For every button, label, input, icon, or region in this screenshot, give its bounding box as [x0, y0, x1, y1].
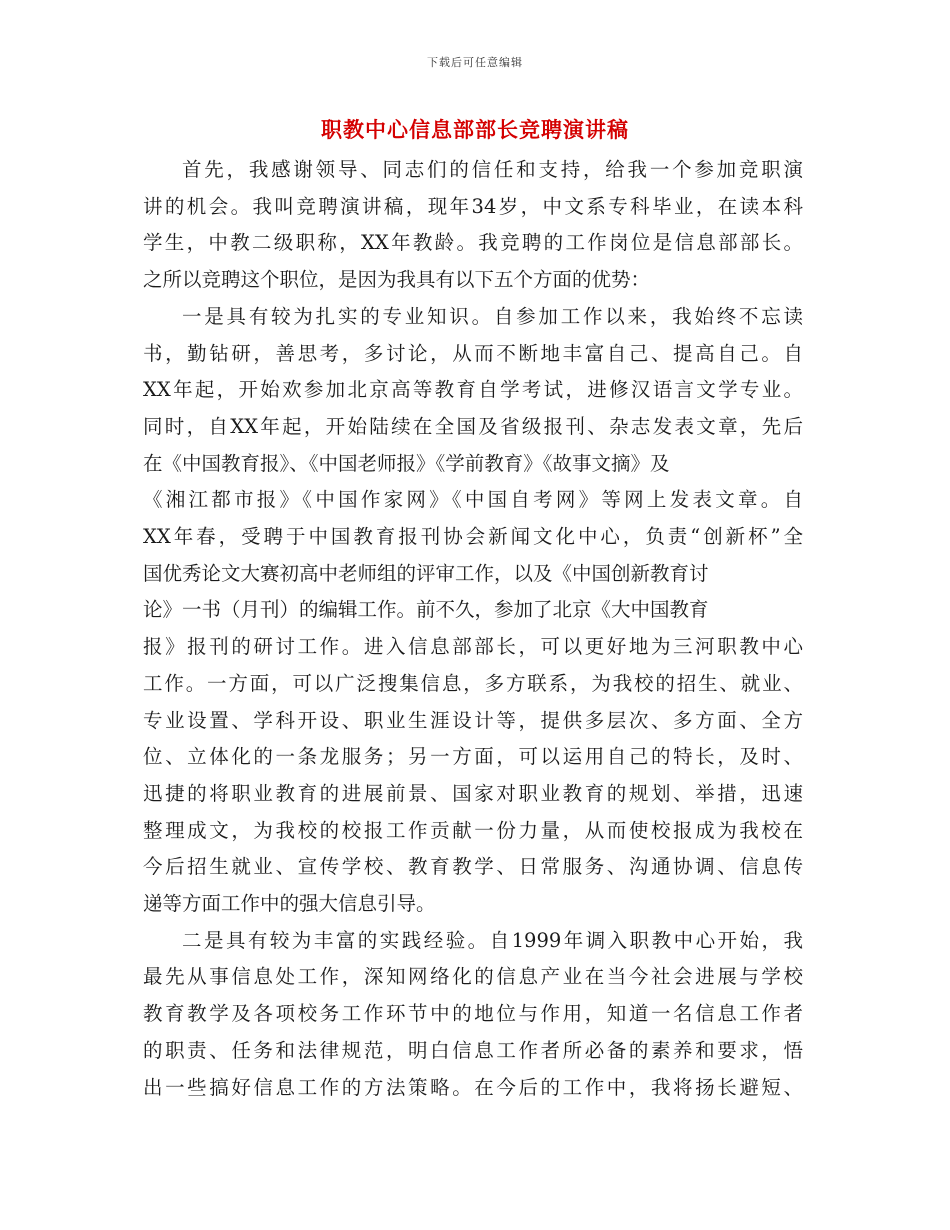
text-line: 专业设置、学科开设、职业生涯设计等，提供多层次、多方面、全方	[143, 708, 803, 732]
text-line: 学生，中教二级职称，XX年教龄。我竞聘的工作岗位是信息部部长。	[143, 231, 803, 255]
text-line: 论》一书（月刊）的编辑工作。前不久，参加了北京《大中国教育	[143, 598, 709, 622]
text-line: 整理成文，为我校的校报工作贡献一份力量，从而使校报成为我校在	[143, 818, 803, 842]
text-line: 国优秀论文大赛初高中老师组的评审工作，以及《中国创新教育讨	[143, 561, 709, 585]
text-line: 报》报刊的研讨工作。进入信息部部长，可以更好地为三河职教中心	[143, 635, 803, 659]
document-body	[143, 152, 803, 1106]
text-line: 出一些搞好信息工作的方法策略。在今后的工作中，我将扬长避短、	[143, 1075, 803, 1099]
text-line: 工作。一方面，可以广泛搜集信息，多方联系，为我校的招生、就业、	[143, 671, 803, 695]
text-line: 位、立体化的一条龙服务；另一方面，可以运用自己的特长，及时、	[143, 745, 803, 769]
header-note: 下载后可任意编辑	[427, 56, 523, 69]
text-line: 同时，自XX年起，开始陆续在全国及省级报刊、杂志发表文章，先后	[143, 414, 803, 438]
text-line: 书，勤钻研，善思考，多讨论，从而不断地丰富自己、提高自己。自	[143, 341, 803, 365]
text-line: 讲的机会。我叫竞聘演讲稿，现年34岁，中文系专科毕业，在读本科	[143, 194, 803, 218]
text-line: 首先，我感谢领导、同志们的信任和支持，给我一个参加竞职演	[182, 158, 803, 181]
text-line: 之所以竞聘这个职位，是因为我具有以下五个方面的优势：	[143, 268, 651, 292]
text-line: 的职责、任务和法律规范，明白信息工作者所必备的素养和要求，悟	[143, 1038, 803, 1062]
text-line: 教育教学及各项校务工作环节中的地位与作用，知道一名信息工作者	[143, 1002, 803, 1026]
paragraph-2	[143, 299, 803, 923]
text-line: XX年春，受聘于中国教育报刊协会新闻文化中心，负责“创新杯”全	[143, 525, 803, 549]
text-line: 《湘江都市报》《中国作家网》《中国自考网》等网上发表文章。自	[143, 488, 803, 512]
text-line: 迅捷的将职业教育的进展前景、国家对职业教育的规划、举措，迅速	[143, 781, 803, 805]
text-line: 一是具有较为扎实的专业知识。自参加工作以来，我始终不忘读	[182, 304, 803, 328]
text-line: 今后招生就业、宣传学校、教育教学、日常服务、沟通协调、信息传	[143, 855, 803, 879]
text-line: 二是具有较为丰富的实践经验。自1999年调入职教中心开始，我	[182, 928, 803, 952]
text-line: 最先从事信息处工作，深知网络化的信息产业在当今社会进展与学校	[143, 965, 803, 989]
paragraph-3	[143, 923, 803, 1107]
paragraph-1	[143, 152, 803, 299]
document-title: 职教中心信息部部长竞聘演讲稿	[321, 117, 629, 142]
text-line: XX年起，开始欢参加北京高等教育自学考试，进修汉语言文学专业。	[143, 378, 803, 402]
text-line: 递等方面工作中的强大信息引导。	[143, 892, 436, 916]
text-line: 在《中国教育报》、《中国老师报》《学前教育》《故事文摘》及	[143, 451, 670, 475]
